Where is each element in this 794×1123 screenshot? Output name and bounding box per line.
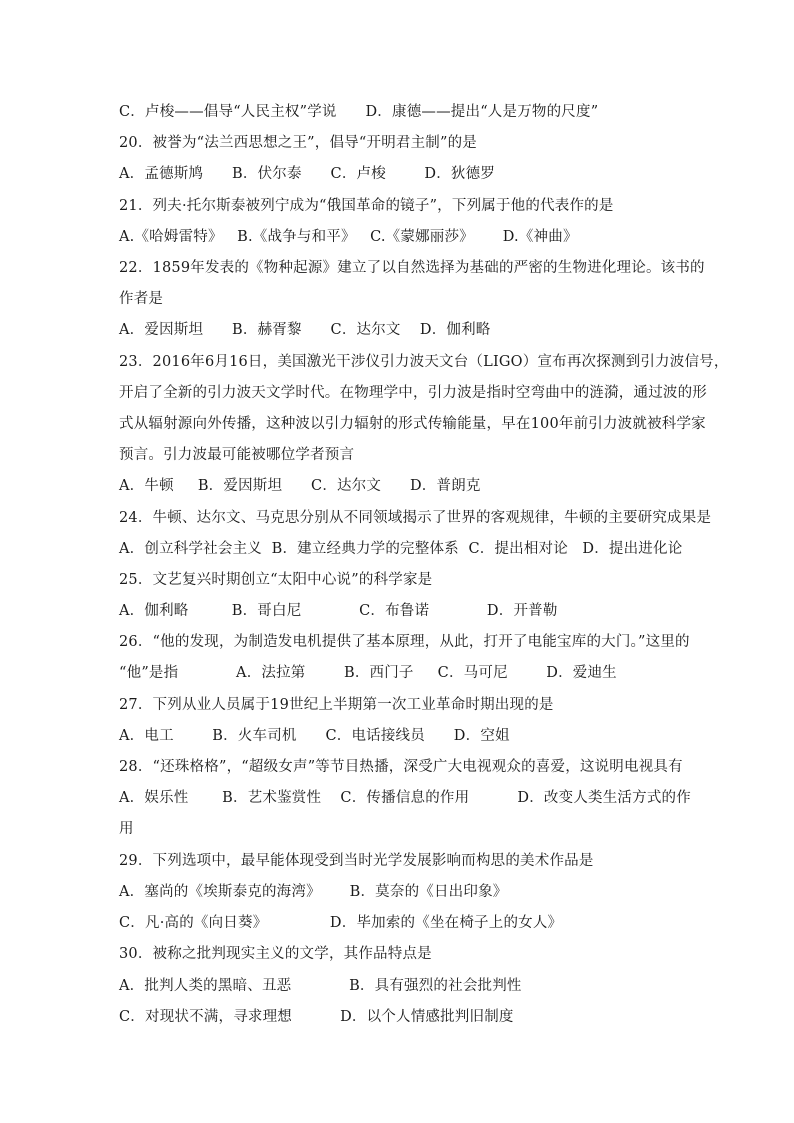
question-24-stem: 24．牛顿、达尔文、马克思分别从不同领域揭示了世界的客观规律，牛顿的主要研究成果是 — [119, 510, 712, 526]
question-25-stem: 25．文艺复兴时期创立“太阳中心说”的科学家是 — [119, 572, 433, 588]
question-22-stem-line-2: 作者是 — [119, 291, 164, 307]
question-29-stem: 29．下列选项中，最早能体现受到当时光学发展影响而构思的美术作品是 — [119, 853, 594, 869]
question-30-options-ab: A．批判人类的黑暗、丑恶 B．具有强烈的社会批判性 — [119, 978, 522, 994]
question-26-options: “他”是指 A．法拉第 B．西门子 C．马可尼 D．爱迪生 — [119, 665, 617, 681]
question-28-options: A．娱乐性 B．艺术鉴赏性 C．传播信息的作用 D．改变人类生活方式的作 — [119, 790, 691, 806]
question-28-options-wrap: 用 — [119, 821, 134, 837]
question-21-options: A.《哈姆雷特》 B.《战争与和平》 C.《蒙娜丽莎》 D.《神曲》 — [119, 229, 578, 245]
question-19-options-cd: C．卢梭——倡导“人民主权”学说 D．康德——提出“人是万物的尺度” — [119, 104, 599, 120]
question-30-options-cd: C．对现状不满，寻求理想 D．以个人情感批判旧制度 — [119, 1009, 514, 1025]
question-21-stem: 21．列夫·托尔斯泰被列宁成为“俄国革命的镜子”，下列属于他的代表作的是 — [119, 198, 614, 214]
question-29-options-ab: A．塞尚的《埃斯泰克的海湾》 B．莫奈的《日出印象》 — [119, 884, 508, 900]
question-29-options-cd: C．凡·高的《向日葵》 D．毕加索的《坐在椅子上的女人》 — [119, 915, 563, 931]
question-20-stem: 20．被誉为“法兰西思想之王”，倡导“开明君主制”的是 — [119, 135, 478, 151]
question-23-stem-line-2: 开启了全新的引力波天文学时代。在物理学中，引力波是指时空弯曲中的涟漪，通过波的形 — [119, 385, 707, 401]
question-26-stem: 26．“他的发现，为制造发电机提供了基本原理，从此，打开了电能宝库的大门。”这里的 — [119, 634, 690, 650]
question-23-stem-line-1: 23．2016年6月16日，美国激光干涉仪引力波天文台（LIGO）宣布再次探测到引力波信号， — [119, 354, 729, 370]
question-27-stem: 27．下列从业人员属于19世纪上半期第一次工业革命时期出现的是 — [119, 697, 554, 713]
question-27-options: A．电工 B．火车司机 C．电话接线员 D．空姐 — [119, 728, 510, 744]
question-23-options: A．牛顿 B．爱因斯坦 C．达尔文 D．普朗克 — [119, 478, 481, 494]
question-22-stem-line-1: 22．1859年发表的《物种起源》建立了以自然选择为基础的严密的生物进化理论。该书的 — [119, 260, 705, 276]
question-24-options: A．创立科学社会主义 B．建立经典力学的完整体系 C．提出相对论 D．提出进化论 — [119, 541, 683, 557]
question-22-options: A．爱因斯坦 B．赫胥黎 C．达尔文 D．伽利略 — [119, 322, 491, 338]
question-23-stem-line-4: 预言。引力波最可能被哪位学者预言 — [119, 447, 355, 463]
question-28-stem: 28．“还珠格格”，“超级女声”等节目热播，深受广大电视观众的喜爱，这说明电视具有 — [119, 759, 683, 775]
question-20-options: A．孟德斯鸠 B．伏尔泰 C．卢梭 D．狄德罗 — [119, 166, 496, 182]
question-23-stem-line-3: 式从辐射源向外传播，这种波以引力辐射的形式传输能量，早在100年前引力波就被科学家 — [119, 416, 706, 432]
question-30-stem: 30．被称之批判现实主义的文学，其作品特点是 — [119, 946, 432, 962]
question-25-options: A．伽利略 B．哥白尼 C．布鲁诺 D．开普勒 — [119, 603, 558, 619]
